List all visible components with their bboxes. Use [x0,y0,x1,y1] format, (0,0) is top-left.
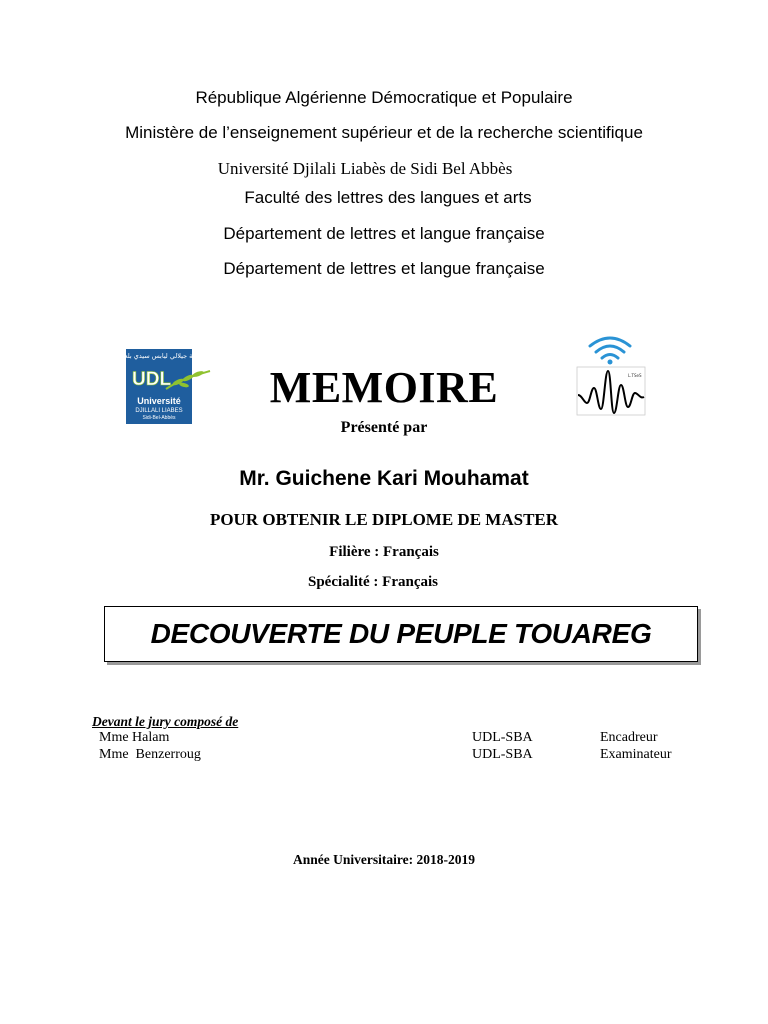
logo-acronym: UDL [132,369,172,390]
department-line-2: Département de lettres et langue française [223,259,545,278]
logo-city: Sidi-Bel-Abbès [142,415,176,421]
department-line-1: Département de lettres et langue française [223,224,545,243]
ministry-line: Ministère de l’enseignement supérieur et de la recherche scientifique [125,123,643,142]
jury-member-role: Encadreur [600,730,658,745]
jury-member-institution: UDL-SBA [472,747,533,762]
republic-line: République Algérienne Démocratique et Populaire [195,88,573,107]
faculty-line: Faculté des lettres des langues et arts [244,188,532,207]
lab-logo-caption: L.TSeS [628,373,642,378]
jury-member-name: Mme Benzerroug [99,747,201,762]
jury-member-institution: UDL-SBA [472,730,533,745]
filiere-line: Filière : Français [329,544,439,560]
diploma-line: POUR OBTENIR LE DIPLOME DE MASTER [209,510,559,529]
jury-member-role: Examinateur [600,747,672,762]
document-type: MEMOIRE [269,363,499,412]
university-line: Université Djilali Liabès de Sidi Bel Abbès [217,159,513,178]
logo-arabic-text: جامعة جيلالي ليابس سيدي بلعباس [112,352,206,360]
logo-name: Université [137,396,181,406]
jury-heading: Devant le jury composé de [92,714,239,729]
thesis-title-box [104,606,698,662]
thesis-title: DECOUVERTE DU PEUPLE TOUAREG [150,618,652,649]
wifi-icon [590,338,630,358]
jury-member-name: Mme Halam [99,730,170,745]
academic-year: Année Universitaire: 2018-2019 [293,852,475,867]
logo-sub: DJILLALI LIABES [135,408,183,414]
presented-by: Présenté par [340,419,428,436]
author-name: Mr. Guichene Kari Mouhamat [239,467,529,490]
specialite-line: Spécialité : Français [308,574,438,590]
